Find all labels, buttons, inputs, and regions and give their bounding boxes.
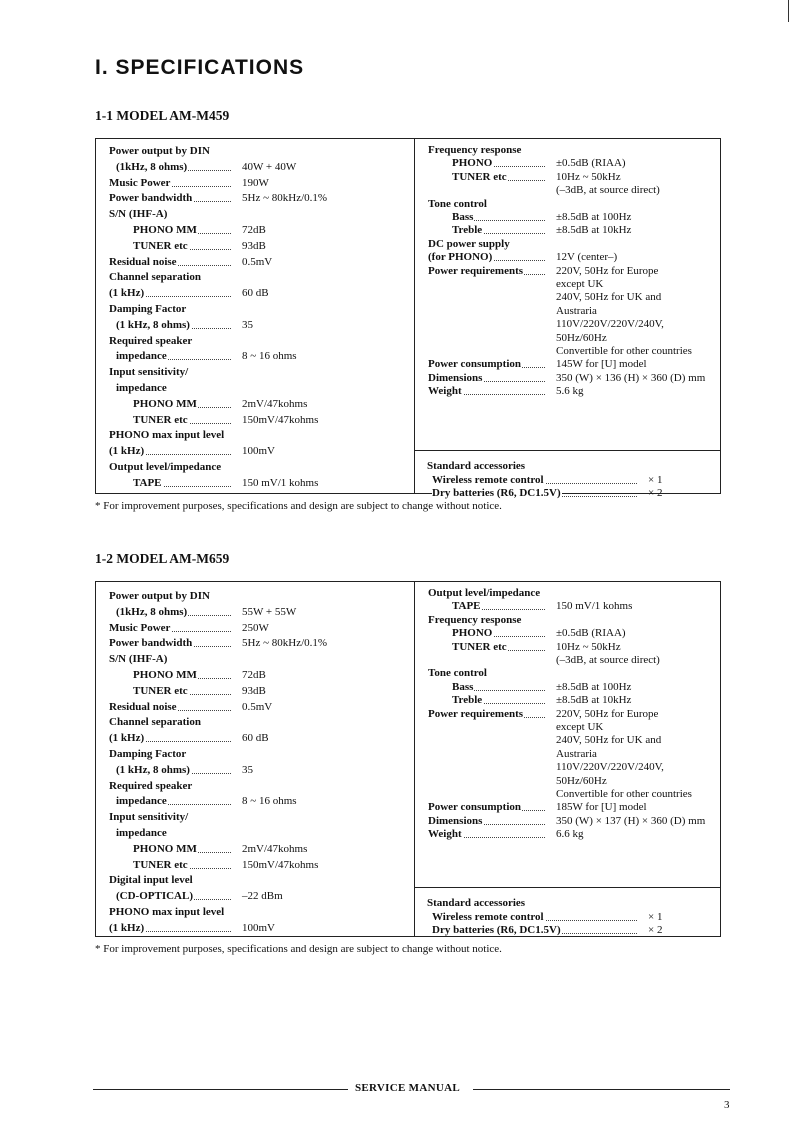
spec-row <box>415 304 720 318</box>
spec-label: (1 kHz) <box>109 286 234 300</box>
spec-right-column <box>414 582 720 936</box>
spec-label: Dimensions <box>428 371 548 385</box>
spec-value: 110V/220V/220V/240V, <box>556 318 664 331</box>
spec-label: Dimensions <box>428 814 548 828</box>
spec-label: PHONO MM <box>133 397 234 411</box>
spec-row <box>96 476 414 490</box>
spec-value: –22 dBm <box>242 890 283 903</box>
spec-label: Residual noise <box>109 255 234 269</box>
spec-value: 35 <box>242 318 253 331</box>
spec-label: (1 kHz) <box>109 731 234 745</box>
spec-value: 5.6 kg <box>556 385 584 398</box>
spec-row <box>96 842 414 856</box>
spec-row <box>96 428 414 442</box>
spec-label: TUNER etc <box>133 858 234 872</box>
improvement-note-2: * For improvement purposes, specifications and design are subject to change without notice. <box>95 943 502 955</box>
spec-value: 145W for [U] model <box>556 358 647 371</box>
spec-row <box>415 707 720 721</box>
spec-row <box>96 334 414 348</box>
spec-value: 250W <box>242 621 269 634</box>
spec-row <box>96 239 414 253</box>
spec-label: Output level/impedance <box>428 587 541 599</box>
spec-value: 150 mV/1 kohms <box>556 600 633 613</box>
spec-value: 5Hz ~ 80kHz/0.1% <box>242 192 328 205</box>
spec-row <box>96 905 414 919</box>
spec-row <box>96 365 414 379</box>
spec-row <box>96 605 414 619</box>
spec-value: Austraria <box>556 747 597 760</box>
spec-value: 100mV <box>242 445 275 458</box>
spec-label: TAPE <box>133 476 234 490</box>
spec-value: 35 <box>242 763 253 776</box>
spec-label: PHONO max input level <box>109 906 225 918</box>
spec-value: 10Hz ~ 50kHz <box>556 640 621 653</box>
spec-label: impedance <box>116 349 234 363</box>
accessory-qty: × 1 <box>648 474 663 486</box>
spec-row <box>96 779 414 793</box>
model-heading-1: 1-1 MODEL AM-M459 <box>95 108 230 123</box>
spec-label: Power bandwidth <box>109 191 234 205</box>
accessory-qty: × 1 <box>648 911 663 923</box>
spec-label: (1 kHz, 8 ohms) <box>116 763 234 777</box>
spec-value: 93dB <box>242 239 266 252</box>
spec-label: impedance <box>116 794 234 808</box>
spec-row <box>415 626 720 640</box>
spec-row <box>415 613 720 627</box>
spec-value: 0.5mV <box>242 700 273 713</box>
spec-value: 2mV/47kohms <box>242 397 308 410</box>
spec-row <box>415 183 720 197</box>
accessories-title: Standard accessories <box>427 460 526 472</box>
spec-row <box>415 814 720 828</box>
spec-label: Treble <box>452 693 548 707</box>
spec-row <box>96 302 414 316</box>
spec-value: 72dB <box>242 669 266 681</box>
spec-row <box>415 827 720 841</box>
spec-label: Frequency response <box>428 144 522 156</box>
spec-value: 350 (W) × 136 (H) × 360 (D) mm <box>556 371 706 384</box>
spec-row <box>96 621 414 635</box>
spec-left-column <box>96 139 414 493</box>
spec-value: 150mV/47kohms <box>242 858 319 871</box>
spec-row <box>96 191 414 205</box>
spec-label: Bass <box>452 680 548 694</box>
spec-label: (for PHONO) <box>428 250 548 264</box>
spec-label: S/N (IHF-A) <box>109 653 168 666</box>
accessory-row <box>414 910 704 924</box>
spec-value: ±8.5dB at 100Hz <box>556 680 632 693</box>
spec-label: TUNER etc <box>452 170 548 184</box>
spec-label: Treble <box>452 223 548 237</box>
spec-label: Input sensitivity/ <box>109 366 189 379</box>
spec-row <box>415 640 720 654</box>
spec-label: Power output by DIN <box>109 145 210 157</box>
accessory-row <box>414 473 704 487</box>
spec-row <box>415 277 720 291</box>
spec-label: Power consumption <box>428 357 548 371</box>
accessory-qty: × 2 <box>648 924 663 936</box>
spec-label: TAPE <box>452 599 548 613</box>
spec-row <box>415 800 720 814</box>
spec-label: TUNER etc <box>133 413 234 427</box>
spec-label: (CD-OPTICAL) <box>116 889 234 903</box>
spec-row <box>415 371 720 385</box>
spec-label: Damping Factor <box>109 748 187 760</box>
spec-label: PHONO max input level <box>109 429 225 442</box>
spec-row <box>415 384 720 398</box>
spec-row <box>415 760 720 774</box>
spec-row <box>415 599 720 613</box>
spec-label: Music Power <box>109 621 234 635</box>
spec-label: Input sensitivity/ <box>109 811 189 824</box>
spec-label: Weight <box>428 827 548 841</box>
spec-value: 40W + 40W <box>242 160 297 173</box>
spec-value: 8 ~ 16 ohms <box>242 795 297 808</box>
spec-row <box>96 715 414 729</box>
spec-label: (1 kHz) <box>109 444 234 458</box>
spec-label: Power bandwidth <box>109 636 234 650</box>
spec-label: Power output by DIN <box>109 590 210 602</box>
spec-label: DC power supply <box>428 237 510 250</box>
spec-value: 10Hz ~ 50kHz <box>556 170 621 183</box>
spec-value: 60 dB <box>242 732 269 745</box>
spec-value: 93dB <box>242 684 266 697</box>
spec-label: Output level/impedance <box>109 461 222 473</box>
spec-value: ±8.5dB at 10kHz <box>556 224 632 237</box>
spec-value: 50Hz/60Hz <box>556 774 607 787</box>
spec-value: 110V/220V/220V/240V, <box>556 761 664 774</box>
spec-row <box>415 733 720 747</box>
spec-value: 150mV/47kohms <box>242 413 319 426</box>
spec-row <box>96 858 414 872</box>
accessory-qty: × 2 <box>648 487 663 499</box>
spec-row <box>415 344 720 358</box>
spec-row <box>96 921 414 935</box>
spec-row <box>96 286 414 300</box>
spec-label: PHONO <box>452 156 548 170</box>
improvement-note-1: * For improvement purposes, specifications and design are subject to change without notice. <box>95 500 502 512</box>
spec-row <box>96 223 414 237</box>
spec-value: 220V, 50Hz for Europe <box>556 707 659 720</box>
accessory-label: Dry batteries (R6, DC1.5V) <box>432 486 640 500</box>
spec-label: Music Power <box>109 176 234 190</box>
spec-row <box>96 460 414 474</box>
spec-value: ±8.5dB at 100Hz <box>556 211 632 223</box>
spec-label: (1 kHz, 8 ohms) <box>116 318 234 332</box>
accessories-box <box>414 887 720 936</box>
spec-label: Bass <box>452 210 548 224</box>
spec-value: 72dB <box>242 224 266 236</box>
spec-row <box>415 586 720 600</box>
spec-label: impedance <box>116 382 167 394</box>
spec-row <box>415 787 720 801</box>
page-footer <box>93 1082 730 1096</box>
spec-row <box>96 176 414 190</box>
spec-row <box>415 223 720 237</box>
spec-row <box>96 889 414 903</box>
spec-value: 60 dB <box>242 287 269 300</box>
spec-row <box>415 680 720 694</box>
spec-row <box>96 747 414 761</box>
spec-row <box>415 693 720 707</box>
spec-label: (1 kHz) <box>109 921 234 935</box>
spec-row <box>96 763 414 777</box>
spec-row <box>96 652 414 666</box>
spec-label: Weight <box>428 384 548 398</box>
spec-row <box>96 270 414 284</box>
spec-row <box>415 210 720 224</box>
spec-label: Power requirements <box>428 707 548 721</box>
spec-row <box>96 636 414 650</box>
spec-label: Power consumption <box>428 800 548 814</box>
spec-row <box>96 826 414 840</box>
spec-label: PHONO MM <box>133 668 234 682</box>
spec-value: (–3dB, at source direct) <box>556 654 660 666</box>
spec-row <box>415 331 720 345</box>
spec-row <box>96 731 414 745</box>
spec-label: Tone control <box>428 667 487 680</box>
footer-title: SERVICE MANUAL <box>355 1082 460 1094</box>
spec-row <box>96 381 414 395</box>
spec-value: ±8.5dB at 10kHz <box>556 694 632 707</box>
spec-label: TUNER etc <box>452 640 548 654</box>
spec-row <box>96 684 414 698</box>
spec-value: 50Hz/60Hz <box>556 331 607 344</box>
spec-row <box>96 810 414 824</box>
spec-row <box>96 349 414 363</box>
spec-row <box>415 237 720 251</box>
spec-value: Austraria <box>556 304 597 317</box>
spec-value: 55W + 55W <box>242 605 297 618</box>
spec-value: 0.5mV <box>242 255 273 268</box>
accessory-label: Dry batteries (R6, DC1.5V) <box>432 923 640 937</box>
accessory-label: Wireless remote control <box>432 473 640 487</box>
spec-value: ±0.5dB (RIAA) <box>556 627 626 640</box>
spec-value: 185W for [U] model <box>556 801 647 814</box>
spec-label: Frequency response <box>428 613 522 626</box>
spec-right-column <box>414 139 720 493</box>
spec-value: (–3dB, at source direct) <box>556 184 660 197</box>
spec-row <box>96 444 414 458</box>
spec-label: PHONO MM <box>133 223 234 237</box>
spec-value: ±0.5dB (RIAA) <box>556 157 626 170</box>
spec-row <box>415 143 720 157</box>
spec-row <box>415 357 720 371</box>
spec-row <box>96 207 414 221</box>
spec-row <box>415 264 720 278</box>
spec-label: impedance <box>116 827 167 839</box>
spec-label: Channel separation <box>109 271 201 284</box>
spec-value: 240V, 50Hz for UK and <box>556 734 662 747</box>
spec-label: Channel separation <box>109 716 201 729</box>
spec-value: except UK <box>556 278 604 290</box>
spec-row <box>96 873 414 887</box>
page-title: I. SPECIFICATIONS <box>95 56 305 79</box>
spec-row <box>415 250 720 264</box>
spec-value: 220V, 50Hz for Europe <box>556 264 659 277</box>
spec-row <box>96 794 414 808</box>
spec-label: Tone control <box>428 197 487 210</box>
spec-value: 8 ~ 16 ohms <box>242 350 297 363</box>
spec-value: 2mV/47kohms <box>242 842 308 855</box>
spec-row <box>96 144 414 158</box>
spec-table-2 <box>95 581 721 937</box>
spec-row <box>96 397 414 411</box>
spec-label: Power requirements <box>428 264 548 278</box>
spec-left-column <box>96 582 414 936</box>
spec-row <box>415 170 720 184</box>
spec-row <box>415 774 720 788</box>
spec-value: except UK <box>556 721 604 733</box>
spec-value: 5Hz ~ 80kHz/0.1% <box>242 637 328 650</box>
spec-row <box>415 747 720 761</box>
spec-value: 12V (center–) <box>556 251 618 264</box>
spec-row <box>96 700 414 714</box>
spec-row <box>96 668 414 682</box>
accessory-label: Wireless remote control <box>432 910 640 924</box>
spec-label: PHONO <box>452 626 548 640</box>
accessory-row <box>414 923 704 937</box>
spec-table-1 <box>95 138 721 499</box>
spec-row <box>415 197 720 211</box>
spec-value: 350 (W) × 137 (H) × 360 (D) mm <box>556 814 706 827</box>
spec-label: Required speaker <box>109 779 193 792</box>
accessory-row <box>414 486 704 500</box>
spec-row <box>415 317 720 331</box>
model-heading-2: 1-2 MODEL AM-M659 <box>95 551 230 566</box>
spec-row <box>96 589 414 603</box>
spec-row <box>415 666 720 680</box>
spec-label: S/N (IHF-A) <box>109 208 168 221</box>
spec-label: TUNER etc <box>133 684 234 698</box>
spec-row <box>96 413 414 427</box>
spec-label: (1kHz, 8 ohms) <box>116 160 234 174</box>
accessories-box <box>414 450 720 499</box>
spec-row <box>415 290 720 304</box>
spec-value: 190W <box>242 176 269 189</box>
spec-label: (1kHz, 8 ohms) <box>116 605 234 619</box>
spec-row <box>96 255 414 269</box>
spec-value: Convertible for other countries <box>556 788 692 800</box>
page-number: 3 <box>724 1099 730 1111</box>
spec-value: 150 mV/1 kohms <box>242 476 319 489</box>
spec-label: Digital input level <box>109 874 193 887</box>
spec-label: Required speaker <box>109 334 193 347</box>
spec-row <box>415 653 720 667</box>
spec-label: Damping Factor <box>109 303 187 315</box>
spec-value: 100mV <box>242 921 275 934</box>
spec-row <box>415 720 720 734</box>
spec-label: PHONO MM <box>133 842 234 856</box>
spec-row <box>96 160 414 174</box>
spec-row <box>96 318 414 332</box>
spec-value: Convertible for other countries <box>556 345 692 357</box>
spec-value: 6.6 kg <box>556 828 584 841</box>
spec-row <box>415 156 720 170</box>
margin-mark <box>788 0 789 22</box>
spec-value: 240V, 50Hz for UK and <box>556 291 662 304</box>
spec-label: TUNER etc <box>133 239 234 253</box>
accessories-title: Standard accessories <box>427 897 526 909</box>
spec-label: Residual noise <box>109 700 234 714</box>
